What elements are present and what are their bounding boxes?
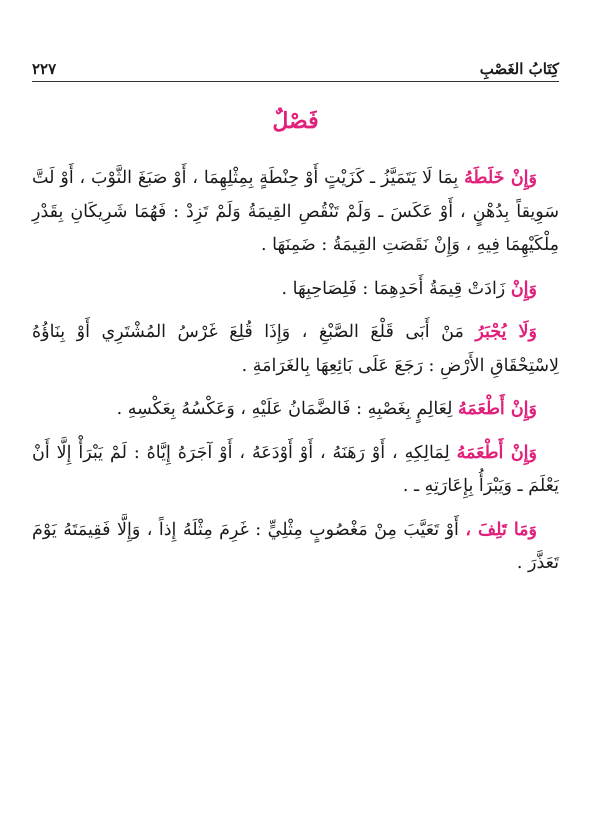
paragraph-text: لِعَالِمٍ بِغَصْبِهِ : فَالضَّمَانُ عَلَيْهِ ، وَعَكْسُهُ بِعَكْسِهِ . <box>116 399 458 419</box>
paragraph-keyword: وَمَا تَلِفَ ، <box>465 519 537 540</box>
paragraph-keyword: وَإِنْ خَلَطَهُ <box>464 168 537 188</box>
paragraph-keyword: وَلَا يُجْبَرُ <box>475 322 537 342</box>
paragraph-text: بِمَا لَا يَتَمَيَّزُ ـ كَزَيْتٍ أَوْ حِنْطَةٍ بِمِثْلِهِمَا ، أَوْ صَبَغَ الثَّوْبَ ، أَوْ لَتَّ سَوِيقاً بِدُهْنٍ ، أَوْ عَكَسَ ـ وَلَمْ تَنْقُصِ القِيمَةُ وَلَمْ تَزِدْ : فَهُمَا شَرِيكَانِ بِقَدْرِ مِلْكَيْهِمَا فِيهِ ، وَإِنْ نَقَصَتِ القِيمَةُ : ضَمِنَهَا . <box>32 168 559 255</box>
paragraph-text: مَنْ أَبَى قَلْعَ الصَّبْغِ ، وَإِذَا قُلِعَ غَرْسُ المُشْتَرِي أَوْ بِنَاؤُهُ لِاسْتِحْقَاقِ الأَرْضِ : رَجَعَ عَلَى بَائِعِهَا بِالغَرَامَةِ . <box>32 322 559 376</box>
page-number: ٢٢٧ <box>32 60 57 78</box>
paragraph <box>32 514 559 581</box>
running-title: كِتَابُ الغَصْبِ <box>479 60 559 78</box>
page-header <box>32 50 559 82</box>
paragraph <box>32 273 559 307</box>
paragraph-keyword: وَإِنْ أَطْعَمَهُ <box>456 442 537 463</box>
paragraph <box>32 437 559 504</box>
paragraph-keyword: وَإِنْ <box>510 278 537 299</box>
section-title: فَصْلٌ <box>272 108 319 134</box>
paragraph-text: أَوْ تَعَيَّبَ مِنْ مَغْصُوبٍ مِثْلِيٍّ : غَرِمَ مِثْلَهُ إِذاً ، وَإِلَّا فَقِيمَتَهُ يَوْمَ تَعَذَّرَ . <box>32 519 559 573</box>
document-body <box>32 162 559 591</box>
paragraph <box>32 162 559 263</box>
paragraph <box>32 393 559 427</box>
paragraph-keyword: وَإِنْ أَطْعَمَهُ <box>458 399 537 419</box>
paragraph-text: لِمَالِكِهِ ، أَوْ رَهَنَهُ ، أَوْ أَوْدَعَهُ ، أَوْ آجَرَهُ إِيَّاهُ : لَمْ يَبْرَأْ إِلَّا أَنْ يَعْلَمَ ـ وَيَبْرَأُ بِإِعَارَتِهِ ـ . <box>32 442 559 496</box>
paragraph <box>32 316 559 383</box>
paragraph-text: زَادَتْ قِيمَةُ أَحَدِهِمَا : فَلِصَاحِبِهَا . <box>281 278 511 299</box>
